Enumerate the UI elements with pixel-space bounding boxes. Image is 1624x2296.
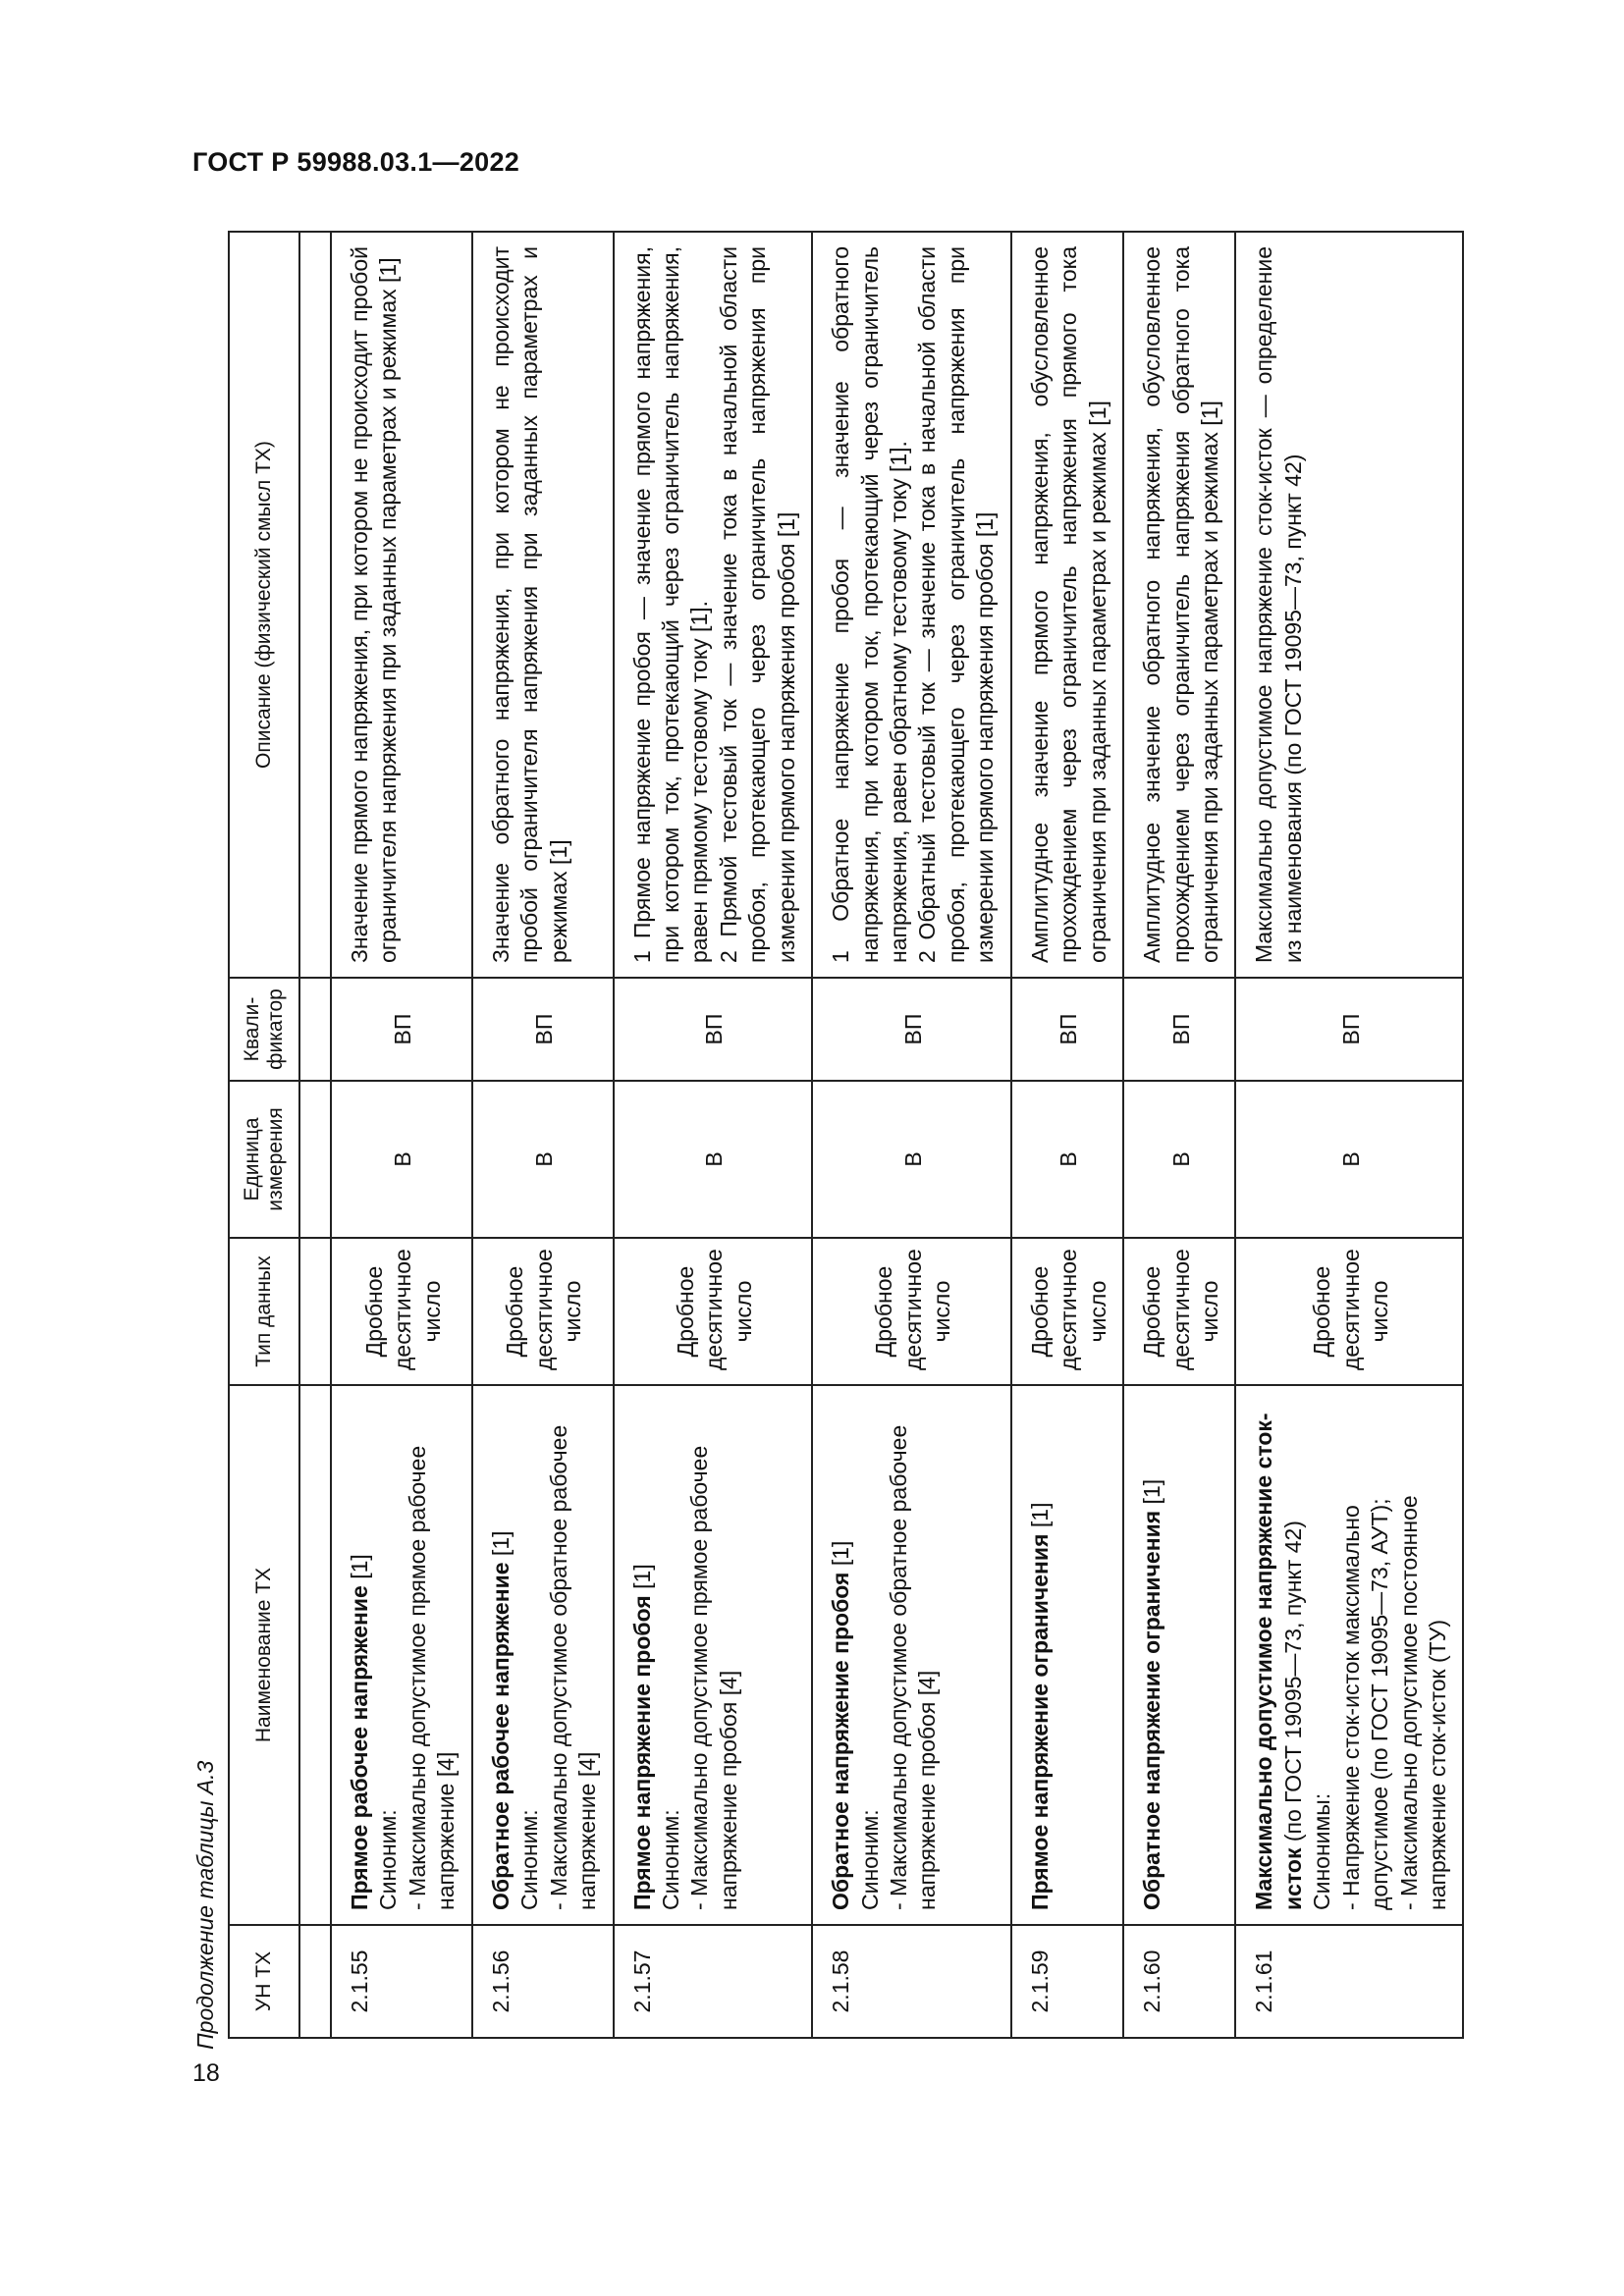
cell-id (812, 1925, 1011, 2038)
cell-description (331, 232, 472, 978)
data-type-line3: число (1367, 1280, 1393, 1343)
row-id: 2.1.61 (1251, 1949, 1277, 2013)
cell-qualifier (331, 978, 472, 1081)
term-reference: [1] (1139, 1478, 1165, 1511)
data-type-line1: Дробное (1139, 1265, 1165, 1358)
cell-name (472, 1385, 614, 1925)
data-type-line2: десятичное (530, 1249, 557, 1370)
synonym-label: Синоним: (657, 1809, 683, 1910)
term-name: Прямое напряжение ограничения (1026, 1533, 1053, 1910)
row-id: 2.1.59 (1026, 1949, 1053, 2013)
row-id: 2.1.58 (828, 1949, 854, 2013)
cell-unit (614, 1081, 813, 1238)
synonym-list (685, 1400, 743, 1910)
cell-id (1123, 1925, 1235, 2038)
cell-unit (812, 1081, 1011, 1238)
description-paragraph: 1 Обратное напряжение пробоя — значение обратного напряжения, при котором ток, протекающий через ограничитель напряжения, равен обратному тестовому току [1]. (828, 246, 911, 963)
unit-value: В (899, 1151, 926, 1167)
cell-id (331, 1925, 472, 2038)
synonym-item: - Максимально допустимое постоянное напряжение сток-исток (ТУ) (1395, 1495, 1450, 1910)
description-paragraph: 2 Обратный тестовый ток — значение тока в начальной области пробоя, протекающего через ограничитель напряжения при измерении прямого напряжения пробоя [1] (914, 246, 999, 963)
header-qualifier-line2: фикатор (264, 988, 287, 1070)
term-reference: [1] (1026, 1502, 1053, 1534)
qualifier-value: ВП (701, 1013, 728, 1045)
data-type-line3: число (560, 1280, 586, 1343)
cell-description (472, 232, 614, 978)
description-paragraph: Значение прямого напряжения, при котором не происходит пробой ограничителя напряжения при заданных параметрах и режимах [1] (347, 246, 402, 963)
cell-type (812, 1238, 1011, 1385)
data-type-line1: Дробное (871, 1265, 897, 1358)
qualifier-value: ВП (530, 1013, 557, 1045)
term-reference: [1] (628, 1564, 655, 1596)
unit-value: В (1056, 1151, 1082, 1167)
data-type-line1: Дробное (1309, 1265, 1335, 1358)
synonym-label: Синоним: (516, 1809, 543, 1910)
cell-type (1123, 1238, 1235, 1385)
table-row (614, 232, 813, 2038)
description-list (827, 246, 1001, 963)
cell-name (331, 1385, 472, 1925)
unit-value: В (701, 1151, 728, 1167)
data-type-line2: десятичное (1337, 1249, 1364, 1370)
description-paragraph: 2 Прямой тестовый ток — значение тока в начальной области пробоя, протекающего через ограничитель напряжения при измерении прямого напряжения пробоя [1] (715, 246, 799, 963)
unit-value: В (1337, 1151, 1364, 1167)
data-type-line1: Дробное (360, 1265, 387, 1358)
data-type-line3: число (929, 1280, 955, 1343)
cell-type (331, 1238, 472, 1385)
cell-id (614, 1925, 813, 2038)
cell-name (614, 1385, 813, 1925)
cell-id (472, 1925, 614, 2038)
synonym-item: - Максимально допустимое прямое рабочее напряжение пробоя [4] (686, 1445, 741, 1910)
characteristics-table (228, 231, 1464, 2039)
synonym-label: Синонимы: (1309, 1792, 1335, 1910)
header-qualifier (229, 978, 299, 1081)
synonym-list (885, 1400, 943, 1910)
table-row (1123, 232, 1235, 2038)
header-unit-line1: Единица (240, 1117, 263, 1201)
header-name: Наименование ТХ (229, 1385, 299, 1925)
cell-unit (1123, 1081, 1235, 1238)
cell-id (1011, 1925, 1123, 2038)
synonym-item: - Напряжение сток-исток максимально допустимое (по ГОСТ 19095—73, АУТ); (1337, 1498, 1393, 1910)
table-body (331, 232, 1463, 2038)
description-list (1138, 246, 1224, 963)
term-name: Прямое рабочее напряжение (347, 1585, 372, 1910)
header-separator-row (299, 232, 331, 2038)
header-qualifier-line1: Квали- (240, 996, 263, 1062)
term-reference: (по ГОСТ 19095—73, пункт 42) (1279, 1521, 1306, 1848)
data-type-line3: число (1196, 1280, 1222, 1343)
table-header-row (229, 232, 299, 2038)
cell-name (1123, 1385, 1235, 1925)
table-row (472, 232, 614, 2038)
header-unit (229, 1081, 299, 1238)
term-name: Обратное напряжение пробоя (828, 1572, 854, 1910)
cell-name (812, 1385, 1011, 1925)
cell-unit (1011, 1081, 1123, 1238)
description-paragraph: 1 Прямое напряжение пробоя — значение прямого напряжения, при котором ток, протекающий через ограничитель напряжения, равен прямому тестовому току [1]. (628, 246, 713, 963)
description-paragraph: Максимально допустимое напряжение сток-исток — определение из наименования (по ГОСТ 19095—73, пункт 42) (1251, 246, 1306, 963)
cell-unit (1235, 1081, 1463, 1238)
description-paragraph: Значение обратного напряжения, при котором не происходит пробой ограничителя напряжения при заданных параметрах и режимах [1] (487, 246, 571, 963)
term-reference: [1] (487, 1530, 514, 1563)
term-name: Обратное напряжение ограничения (1139, 1510, 1165, 1910)
row-id: 2.1.56 (487, 1949, 514, 2013)
cell-qualifier (1123, 978, 1235, 1081)
cell-qualifier (1011, 978, 1123, 1081)
table-caption: Продолжение таблицы А.3 (192, 1760, 218, 2050)
data-type-line3: число (1084, 1280, 1110, 1343)
term-name: Максимально допустимое напряжение сток-исток (1251, 1413, 1306, 1910)
data-type-line3: число (730, 1280, 756, 1343)
table-container (228, 233, 1453, 2039)
page-number: 18 (192, 2059, 220, 2087)
description-paragraph: Амплитудное значение обратного напряжения, обусловленное прохождением через ограничитель напряжения обратного тока ограничения при заданных параметрах и режимах [1] (1139, 246, 1222, 963)
term-reference: [1] (347, 1554, 372, 1586)
row-id: 2.1.60 (1139, 1949, 1165, 2013)
table-row (331, 232, 472, 2038)
cell-description (1123, 232, 1235, 978)
cell-unit (331, 1081, 472, 1238)
description-list (487, 246, 573, 963)
header-description: Описание (физический смысл ТХ) (229, 232, 299, 978)
qualifier-value: ВП (1167, 1013, 1194, 1045)
unit-value: В (530, 1151, 557, 1167)
synonym-list (545, 1400, 603, 1910)
synonym-list (404, 1400, 461, 1910)
cell-type (1235, 1238, 1463, 1385)
synonym-item: - Максимально допустимое прямое рабочее напряжение [4] (404, 1445, 460, 1910)
row-id: 2.1.55 (347, 1949, 372, 2013)
unit-value: В (390, 1151, 416, 1167)
cell-description (812, 232, 1011, 978)
data-type-line1: Дробное (1026, 1265, 1053, 1358)
cell-unit (472, 1081, 614, 1238)
qualifier-value: ВП (1056, 1013, 1082, 1045)
data-type-line2: десятичное (899, 1249, 926, 1370)
header-id: УН ТХ (229, 1925, 299, 2038)
cell-qualifier (1235, 978, 1463, 1081)
synonym-label: Синоним: (375, 1809, 402, 1910)
document-code: ГОСТ Р 59988.03.1—2022 (192, 147, 520, 177)
cell-description (1235, 232, 1463, 978)
data-type-line2: десятичное (1167, 1249, 1194, 1370)
cell-type (472, 1238, 614, 1385)
data-type-line2: десятичное (701, 1249, 728, 1370)
cell-name (1011, 1385, 1123, 1925)
data-type-line1: Дробное (672, 1265, 698, 1358)
description-list (346, 246, 404, 963)
cell-type (614, 1238, 813, 1385)
table-row (1011, 232, 1123, 2038)
term-name: Прямое напряжение пробоя (628, 1595, 655, 1910)
synonym-item: - Максимально допустимое обратное рабочее напряжение пробоя [4] (886, 1424, 941, 1910)
data-type-line3: число (418, 1280, 445, 1343)
cell-description (1011, 232, 1123, 978)
synonym-label: Синоним: (856, 1809, 883, 1910)
synonym-list (1337, 1400, 1453, 1910)
cell-description (614, 232, 813, 978)
table-row (812, 232, 1011, 2038)
description-paragraph: Амплитудное значение прямого напряжения, обусловленное прохождением через ограничитель напряжения прямого тока ограничения при заданных параметрах и режимах [1] (1026, 246, 1110, 963)
cell-qualifier (472, 978, 614, 1081)
cell-name (1235, 1385, 1463, 1925)
qualifier-value: ВП (1337, 1013, 1364, 1045)
description-list (1250, 246, 1308, 963)
data-type-line2: десятичное (1056, 1249, 1082, 1370)
qualifier-value: ВП (390, 1013, 416, 1045)
table-row (1235, 232, 1463, 2038)
description-list (628, 246, 802, 963)
data-type-line1: Дробное (502, 1265, 528, 1358)
row-id: 2.1.57 (628, 1949, 655, 2013)
cell-qualifier (614, 978, 813, 1081)
cell-type (1011, 1238, 1123, 1385)
data-type-line2: десятичное (390, 1249, 416, 1370)
unit-value: В (1167, 1151, 1194, 1167)
term-name: Обратное рабочее напряжение (487, 1562, 514, 1910)
qualifier-value: ВП (899, 1013, 926, 1045)
synonym-item: - Максимально допустимое обратное рабочее напряжение [4] (545, 1424, 601, 1910)
description-list (1026, 246, 1112, 963)
cell-id (1235, 1925, 1463, 2038)
cell-qualifier (812, 978, 1011, 1081)
term-reference: [1] (828, 1540, 854, 1573)
header-type: Тип данных (229, 1238, 299, 1385)
header-unit-line2: измерения (264, 1107, 287, 1211)
